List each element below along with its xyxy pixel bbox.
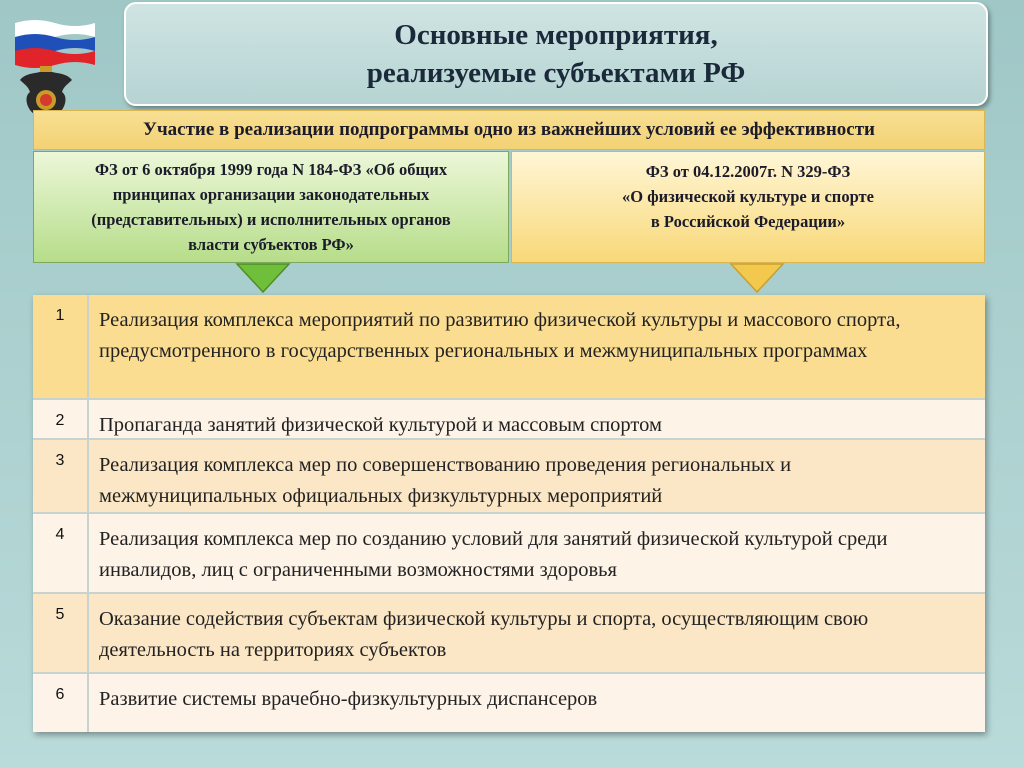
row-text: Реализация комплекса мероприятий по развитию физической культуры и массового спорта, предусмотренного в государственных региональных и межмуниципальных программах — [89, 295, 985, 398]
row-text: Реализация комплекса мер по совершенствованию проведения региональных и межмуниципальных официальных физкультурных мероприятий — [89, 440, 985, 512]
table-row — [33, 514, 985, 592]
russian-flag-icon — [13, 17, 97, 69]
table-row — [33, 295, 985, 398]
row-text: Оказание содействия субъектам физической культуры и спорта, осуществляющим свою деятельность на территориях субъектов — [89, 594, 985, 672]
law-left-line: принципах организации законодательных — [112, 185, 430, 204]
law-left-line: (представительных) и исполнительных органов — [91, 210, 451, 229]
title-box — [124, 2, 988, 106]
law-329-fz-box — [511, 151, 985, 263]
table-row — [33, 594, 985, 672]
down-arrow-green-icon — [235, 262, 291, 294]
law-left-line: власти субъектов РФ» — [188, 235, 354, 254]
row-number: 4 — [33, 514, 87, 592]
page-title-line-2: реализуемые субъектами РФ — [366, 57, 746, 89]
table-row — [33, 400, 985, 438]
law-left-line: ФЗ от 6 октября 1999 года N 184-ФЗ «Об общих — [94, 160, 448, 179]
row-text: Реализация комплекса мер по созданию условий для занятий физической культурой среди инвалидов, лиц с ограниченными возможностями здоровья — [89, 514, 985, 592]
down-arrow-yellow-icon — [729, 262, 785, 294]
page-title-line-1: Основные мероприятия, — [394, 19, 718, 51]
table-row — [33, 674, 985, 732]
law-right-line: в Российской Федерации» — [650, 212, 846, 231]
row-number: 3 — [33, 440, 87, 512]
row-number: 1 — [33, 295, 87, 398]
law-right-line: ФЗ от 04.12.2007г. N 329-ФЗ — [645, 162, 851, 181]
row-number: 6 — [33, 674, 87, 732]
row-number: 2 — [33, 400, 87, 438]
law-184-fz-box — [33, 151, 509, 263]
row-text: Развитие системы врачебно-физкультурных диспансеров — [89, 674, 985, 732]
measures-table — [33, 295, 985, 732]
row-text: Пропаганда занятий физической культурой и массовым спортом — [89, 400, 985, 438]
row-number: 5 — [33, 594, 87, 672]
subprogram-banner: Участие в реализации подпрограммы одно из важнейших условий ее эффективности — [33, 110, 985, 150]
law-right-line: «О физической культуре и спорте — [622, 187, 874, 206]
table-row — [33, 440, 985, 512]
